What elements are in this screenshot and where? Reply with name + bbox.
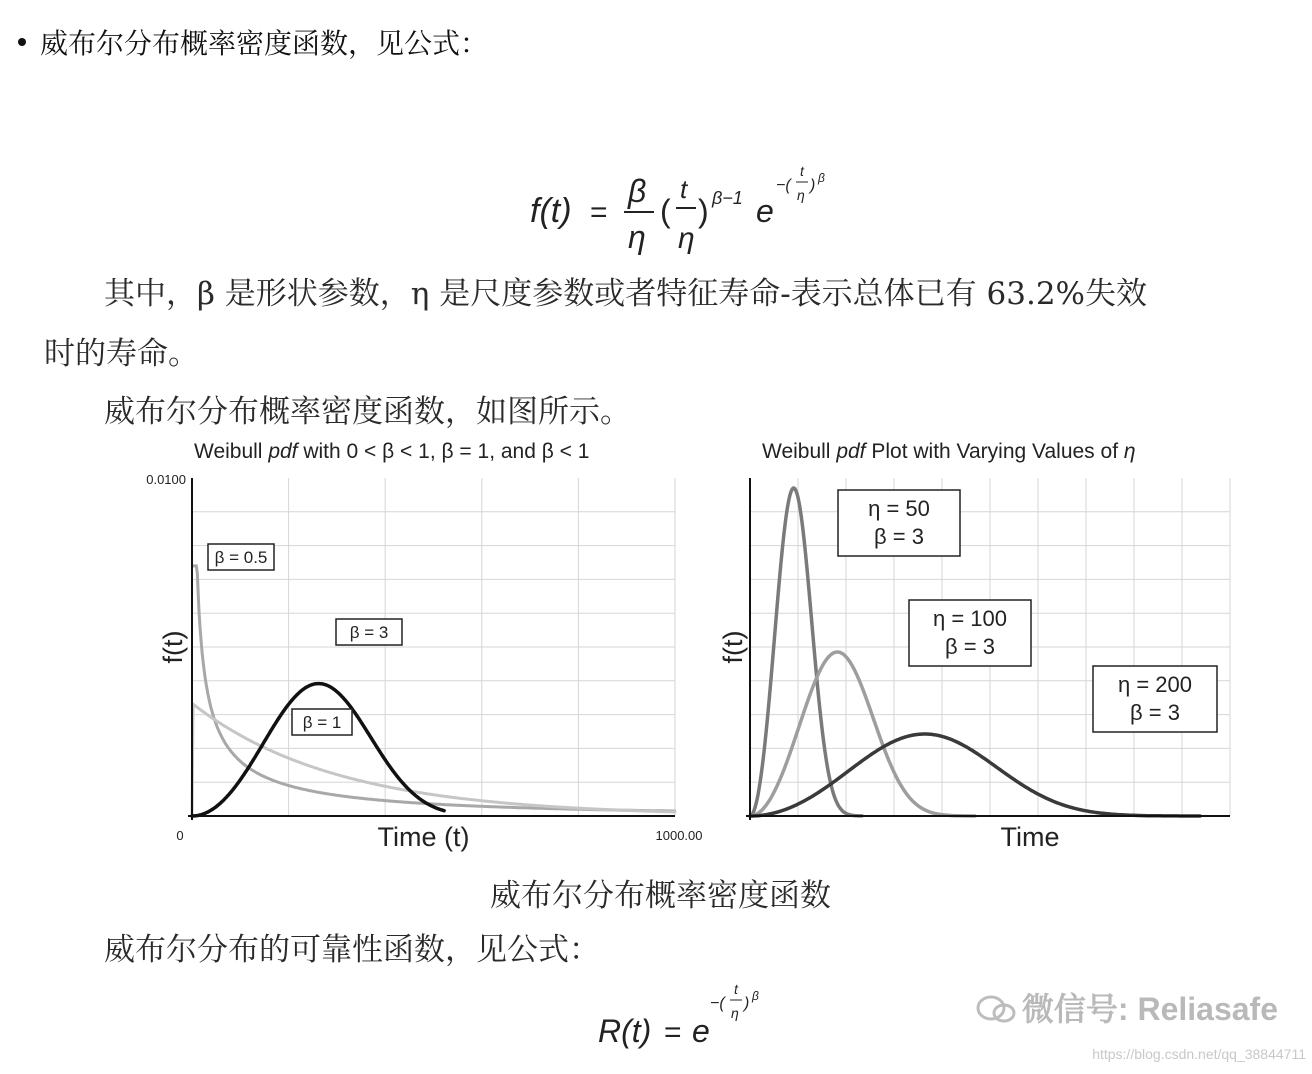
reliability-formula-graphic [596,980,796,1060]
chart1-grid [192,478,675,816]
svg-text:η: η [731,1005,739,1021]
paragraph-3: 威布尔分布的可靠性函数，见公式： [104,932,600,968]
svg-text:): ) [698,193,709,229]
chart1-lines [192,566,675,816]
pdf-formula [530,160,850,260]
svg-text:(: ( [660,193,671,229]
svg-text:−(: −( [776,177,791,194]
svg-text:β−1: β−1 [712,188,743,208]
chart1-x-tick-label: 0 [176,828,184,843]
svg-text:t: t [734,981,738,997]
svg-text:=: = [664,1016,682,1049]
svg-text:f(t): f(t) [530,192,572,230]
paragraph-1-line-1: 其中，β 是形状参数，η 是尺度参数或者特征寿命-表示总体已有 63.2%失效 [104,276,1148,312]
chart1-axes [188,478,675,820]
source-url: https://blog.csdn.net/qq_38844711 [1092,1046,1306,1062]
svg-text:β: β [818,171,825,185]
chart2-series-line [750,734,1200,816]
reliability-formula [596,980,796,1060]
chart2-series-label: η = 200 [1117,672,1193,697]
chart2-labels [718,490,1217,852]
chart2-series-label: β = 3 [874,524,924,549]
chart1-series-label: β = 3 [349,623,389,642]
figure-caption: 威布尔分布概率密度函数 [490,878,831,914]
chart2-title-part-2: pdf [836,440,866,463]
svg-text:−(: −( [710,995,725,1012]
svg-text:): ) [744,995,750,1012]
chart2-series-line [750,652,975,816]
svg-text:): ) [810,177,816,194]
wechat-icon [976,994,1016,1024]
chart1-title-part-1: Weibull [194,440,269,463]
svg-text:R(t): R(t) [598,1013,652,1049]
chart2-title [762,440,1136,464]
chart2-title-part-1: Weibull [762,440,837,463]
chart1-x-axis-label: Time (t) [377,822,470,852]
chart2-series-label: β = 3 [1130,700,1180,725]
svg-text:e: e [756,193,774,229]
watermark [976,984,1278,1030]
svg-text:t: t [800,163,804,179]
chart1-title-part-3: with 0 < β < 1, β = 1, and β < 1 [297,440,590,463]
bullet-item [18,24,488,64]
chart1-title-part-2: pdf [268,440,298,463]
chart2 [708,468,1248,858]
chart2-series-label: η = 100 [932,606,1008,631]
chart2-series-label: η = 50 [868,496,930,521]
watermark-text: 微信号: Reliasafe [1021,991,1278,1027]
svg-text:η: η [678,222,695,255]
chart2-x-axis-label: Time [1000,822,1060,852]
chart2-y-axis-label: f(t) [718,630,748,664]
chart1-title [194,440,589,464]
chart2-title-part-3: Plot with Varying Values of [865,440,1124,463]
svg-text:e: e [692,1013,710,1049]
chart1 [130,468,703,858]
bullet-dot [18,38,26,46]
chart1-y-tick-label: 0.0100 [146,472,186,487]
chart1-series-label: β = 1 [302,713,342,732]
chart1-x-tick-label: 1000.00 [655,828,703,843]
svg-text:β: β [628,173,647,209]
svg-text:t: t [680,174,688,204]
svg-text:η: η [797,187,805,203]
chart2-title-part-4: η [1123,440,1136,463]
chart1-series-line [192,704,675,816]
chart1-series-line [193,566,674,811]
chart2-series-label: β = 3 [945,634,995,659]
bullet-text: 威布尔分布概率密度函数，见公式： [40,27,489,60]
paragraph-1-line-2: 时的寿命。 [44,336,199,372]
svg-text:η: η [628,219,646,255]
chart1-series-label: β = 0.5 [214,548,268,567]
pdf-formula-graphic [530,160,850,260]
svg-text:=: = [590,196,608,229]
svg-text:β: β [752,989,759,1003]
chart1-y-axis-label: f(t) [158,630,188,664]
paragraph-2: 威布尔分布概率密度函数，如图所示。 [104,394,631,430]
